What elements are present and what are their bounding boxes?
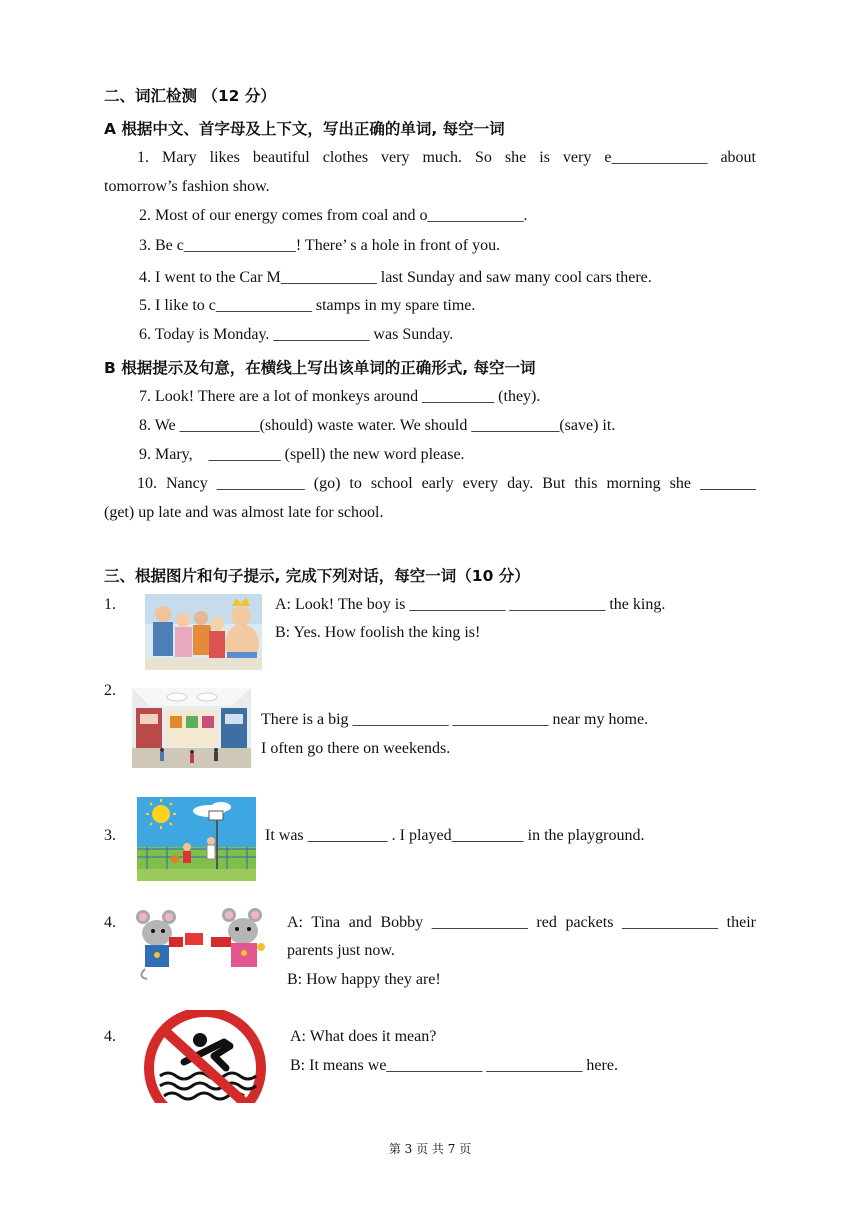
picture-question-5-line-1: A: What does it mean? — [290, 1028, 437, 1045]
question-10-line-2: (get) up late and was almost late for school. — [104, 504, 384, 521]
question-2: 2. Most of our energy comes from coal and o____________. — [139, 207, 528, 224]
part-b-title: B 根据提示及句意，在横线上写出该单词的正确形式, 每空一词 — [104, 359, 536, 377]
question-7: 7. Look! There are a lot of monkeys around _________ (they). — [139, 388, 541, 405]
picture-question-3-number: 3. — [104, 827, 116, 844]
picture-question-4-line-2: parents just now. — [287, 942, 395, 959]
question-1-line-1: 1. Mary likes beautiful clothes very much. So she is very e____________ about — [137, 149, 756, 166]
question-1-line-2: tomorrow’s fashion show. — [104, 178, 270, 195]
section-2-title: 二、词汇检测 （12 分） — [104, 87, 276, 105]
picture-question-4-line-3: B: How happy they are! — [287, 971, 441, 988]
emperor-new-clothes-picture — [145, 594, 262, 670]
picture-question-2-line-1: There is a big ____________ ____________ near my home. — [261, 711, 649, 728]
picture-question-4-number: 4. — [104, 914, 116, 931]
picture-question-2-line-2: I often go there on weekends. — [261, 740, 451, 757]
question-3: 3. Be c______________! There’ s a hole in front of you. — [139, 237, 501, 254]
picture-question-5-line-2: B: It means we____________ ____________ here. — [290, 1057, 618, 1074]
question-10-line-1: 10. Nancy ___________ (go) to school early every day. But this morning she _______ — [137, 475, 756, 492]
section-3-title: 三、根据图片和句子提示, 完成下列对话，每空一词（10 分） — [104, 567, 530, 585]
question-4: 4. I went to the Car M____________ last Sunday and saw many cool cars there. — [139, 269, 652, 286]
question-6: 6. Today is Monday. ____________ was Sunday. — [139, 326, 454, 343]
picture-question-5-number: 4. — [104, 1028, 116, 1045]
question-8: 8. We __________(should) waste water. We should ___________(save) it. — [139, 417, 616, 434]
part-a-title: A 根据中文、首字母及上下文，写出正确的单词, 每空一词 — [104, 120, 505, 138]
mice-red-packets-picture — [133, 907, 270, 982]
sunny-playground-picture — [137, 797, 256, 881]
picture-question-4-line-1: A: Tina and Bobby ____________ red packets ____________ their — [287, 914, 756, 931]
question-5: 5. I like to c____________ stamps in my spare time. — [139, 297, 476, 314]
picture-question-1-line-2: B: Yes. How foolish the king is! — [275, 624, 481, 641]
picture-question-3-line-1: It was __________ . I played_________ in the playground. — [265, 827, 645, 844]
picture-question-1-line-1: A: Look! The boy is ____________ ____________ the king. — [275, 596, 666, 613]
picture-question-1-number: 1. — [104, 596, 116, 613]
no-swimming-sign-icon — [138, 1010, 273, 1103]
picture-question-2-number: 2. — [104, 682, 116, 699]
shopping-mall-picture — [132, 688, 251, 768]
question-9: 9. Mary, _________ (spell) the new word please. — [139, 446, 465, 463]
page-footer: 第 3 页 共 7 页 — [388, 1142, 472, 1156]
